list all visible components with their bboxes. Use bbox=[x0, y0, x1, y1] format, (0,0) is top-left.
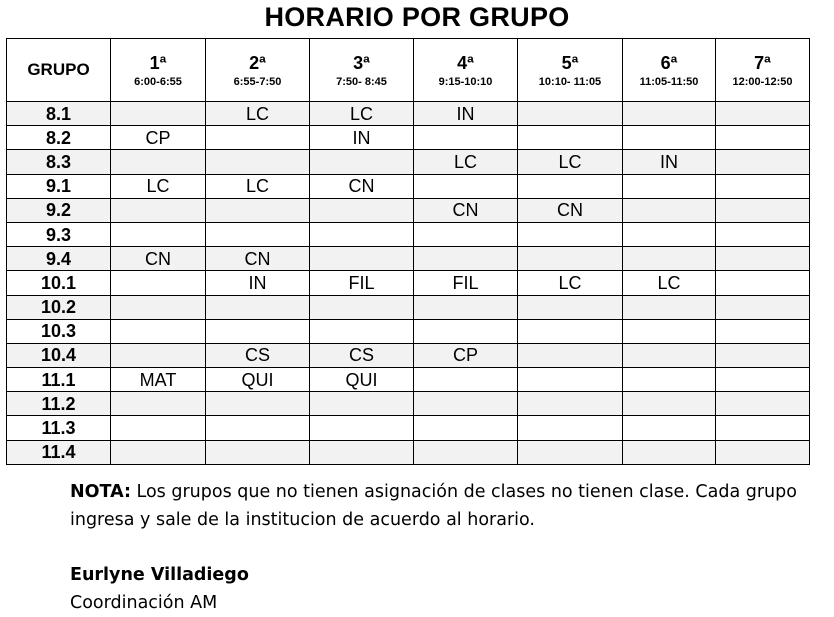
period-time: 6:00-6:55 bbox=[134, 76, 182, 88]
schedule-cell: CP bbox=[414, 343, 518, 367]
period-time: 10:10- 11:05 bbox=[538, 76, 602, 88]
table-row bbox=[7, 102, 810, 126]
schedule-cell bbox=[716, 319, 810, 343]
schedule-cell bbox=[111, 102, 206, 126]
schedule-cell bbox=[310, 295, 414, 319]
schedule-cell bbox=[414, 319, 518, 343]
schedule-cell bbox=[518, 295, 623, 319]
schedule-cell bbox=[623, 319, 716, 343]
schedule-cell bbox=[623, 416, 716, 440]
group-cell: 11.3 bbox=[7, 416, 111, 440]
schedule-cell bbox=[111, 271, 206, 295]
schedule-cell bbox=[716, 392, 810, 416]
period-time: 6:55-7:50 bbox=[233, 76, 282, 88]
schedule-cell: CN bbox=[310, 174, 414, 198]
period-number: 3ª bbox=[353, 53, 370, 73]
group-cell: 8.1 bbox=[7, 102, 111, 126]
schedule-cell bbox=[111, 392, 206, 416]
schedule-cell bbox=[310, 319, 414, 343]
schedule-cell bbox=[716, 247, 810, 271]
table-row bbox=[7, 126, 810, 150]
schedule-cell bbox=[206, 416, 310, 440]
schedule-cell bbox=[310, 440, 414, 464]
schedule-cell bbox=[518, 368, 623, 392]
schedule-cell bbox=[518, 343, 623, 367]
group-column-header: GRUPO bbox=[7, 39, 111, 102]
schedule-cell bbox=[716, 440, 810, 464]
schedule-cell bbox=[206, 440, 310, 464]
period-number: 5ª bbox=[561, 53, 579, 73]
table-row bbox=[7, 150, 810, 174]
schedule-cell bbox=[111, 416, 206, 440]
schedule-cell bbox=[518, 126, 623, 150]
schedule-cell bbox=[310, 222, 414, 246]
schedule-cell bbox=[518, 247, 623, 271]
schedule-cell bbox=[518, 416, 623, 440]
schedule-cell bbox=[716, 368, 810, 392]
period-time: 7:50- 8:45 bbox=[336, 76, 387, 88]
group-cell: 9.2 bbox=[7, 198, 111, 222]
group-cell: 9.4 bbox=[7, 247, 111, 271]
table-row bbox=[7, 222, 810, 246]
group-cell: 11.4 bbox=[7, 440, 111, 464]
schedule-cell bbox=[623, 126, 716, 150]
period-number: 6ª bbox=[660, 53, 678, 73]
period-header bbox=[310, 39, 414, 102]
schedule-cell: LC bbox=[206, 102, 310, 126]
schedule-cell bbox=[716, 102, 810, 126]
table-row bbox=[7, 343, 810, 367]
schedule-cell: CP bbox=[111, 126, 206, 150]
schedule-cell: LC bbox=[414, 150, 518, 174]
schedule-cell bbox=[206, 222, 310, 246]
schedule-cell bbox=[206, 319, 310, 343]
table-row bbox=[7, 198, 810, 222]
table-row bbox=[7, 271, 810, 295]
schedule-cell bbox=[310, 247, 414, 271]
note-label: NOTA: bbox=[70, 482, 131, 502]
header-row bbox=[7, 39, 810, 102]
schedule-cell: MAT bbox=[111, 368, 206, 392]
schedule-cell bbox=[111, 343, 206, 367]
signer-department: Coordinación AM bbox=[70, 593, 218, 613]
period-header bbox=[623, 39, 716, 102]
schedule-cell: IN bbox=[310, 126, 414, 150]
period-number: 4ª bbox=[457, 53, 474, 73]
schedule-cell bbox=[414, 174, 518, 198]
schedule-cell bbox=[111, 440, 206, 464]
schedule-cell bbox=[518, 222, 623, 246]
schedule-cell: LC bbox=[206, 174, 310, 198]
table-row bbox=[7, 416, 810, 440]
schedule-cell: FIL bbox=[414, 271, 518, 295]
schedule-cell bbox=[414, 368, 518, 392]
schedule-cell bbox=[206, 392, 310, 416]
schedule-cell bbox=[310, 150, 414, 174]
group-cell: 10.4 bbox=[7, 343, 111, 367]
schedule-cell: QUI bbox=[206, 368, 310, 392]
period-header bbox=[206, 39, 310, 102]
schedule-cell bbox=[414, 440, 518, 464]
schedule-cell bbox=[716, 198, 810, 222]
note-paragraph bbox=[70, 478, 810, 534]
schedule-cell bbox=[310, 392, 414, 416]
schedule-cell bbox=[716, 222, 810, 246]
schedule-cell: CN bbox=[414, 198, 518, 222]
schedule-cell bbox=[518, 392, 623, 416]
group-cell: 8.3 bbox=[7, 150, 111, 174]
schedule-cell bbox=[414, 295, 518, 319]
schedule-cell: CN bbox=[518, 198, 623, 222]
period-number: 7ª bbox=[754, 53, 771, 73]
schedule-cell: CN bbox=[206, 247, 310, 271]
schedule-cell bbox=[111, 150, 206, 174]
schedule-cell bbox=[414, 222, 518, 246]
period-header bbox=[518, 39, 623, 102]
note-text: Los grupos que no tienen asignación de clases no tienen clase. Cada grupo ingresa y sale de la institucion de acuerdo al horario. bbox=[70, 482, 797, 530]
schedule-cell bbox=[310, 416, 414, 440]
schedule-cell bbox=[206, 150, 310, 174]
schedule-cell: LC bbox=[623, 271, 716, 295]
schedule-cell bbox=[716, 416, 810, 440]
table-row bbox=[7, 295, 810, 319]
schedule-cell bbox=[518, 102, 623, 126]
schedule-cell bbox=[716, 343, 810, 367]
schedule-cell bbox=[716, 295, 810, 319]
period-time: 9:15-10:10 bbox=[438, 76, 493, 88]
schedule-cell bbox=[716, 271, 810, 295]
schedule-cell bbox=[111, 198, 206, 222]
group-cell: 10.1 bbox=[7, 271, 111, 295]
schedule-cell bbox=[623, 102, 716, 126]
group-cell: 11.2 bbox=[7, 392, 111, 416]
group-cell: 10.3 bbox=[7, 319, 111, 343]
table-row bbox=[7, 174, 810, 198]
schedule-cell bbox=[206, 198, 310, 222]
schedule-cell: LC bbox=[310, 102, 414, 126]
schedule-cell bbox=[623, 295, 716, 319]
schedule-cell bbox=[111, 295, 206, 319]
schedule-cell bbox=[623, 222, 716, 246]
schedule-cell: LC bbox=[518, 271, 623, 295]
period-header bbox=[716, 39, 810, 102]
group-cell: 9.3 bbox=[7, 222, 111, 246]
schedule-cell bbox=[414, 126, 518, 150]
table-row bbox=[7, 247, 810, 271]
period-header bbox=[414, 39, 518, 102]
period-time: 12:00-12:50 bbox=[732, 76, 793, 88]
signer-name: Eurlyne Villadiego bbox=[70, 565, 249, 585]
schedule-cell: CN bbox=[111, 247, 206, 271]
schedule-cell bbox=[623, 198, 716, 222]
table-row bbox=[7, 440, 810, 464]
schedule-cell bbox=[623, 343, 716, 367]
schedule-cell bbox=[310, 198, 414, 222]
schedule-cell: LC bbox=[518, 150, 623, 174]
schedule-cell: IN bbox=[414, 102, 518, 126]
schedule-cell bbox=[206, 295, 310, 319]
page-title: HORARIO POR GRUPO bbox=[264, 2, 570, 32]
group-cell: 8.2 bbox=[7, 126, 111, 150]
schedule-cell: LC bbox=[111, 174, 206, 198]
group-cell: 11.1 bbox=[7, 368, 111, 392]
schedule-cell bbox=[623, 247, 716, 271]
table-row bbox=[7, 368, 810, 392]
schedule-cell: CS bbox=[206, 343, 310, 367]
schedule-cell bbox=[518, 319, 623, 343]
schedule-cell bbox=[716, 126, 810, 150]
schedule-cell bbox=[414, 247, 518, 271]
group-cell: 10.2 bbox=[7, 295, 111, 319]
schedule-cell bbox=[518, 174, 623, 198]
schedule-cell bbox=[623, 174, 716, 198]
schedule-cell bbox=[716, 174, 810, 198]
schedule-cell bbox=[716, 150, 810, 174]
period-header bbox=[111, 39, 206, 102]
schedule-cell bbox=[414, 416, 518, 440]
schedule-cell: IN bbox=[206, 271, 310, 295]
table-row bbox=[7, 392, 810, 416]
table-row bbox=[7, 319, 810, 343]
period-number: 2ª bbox=[249, 53, 266, 73]
schedule-cell bbox=[623, 392, 716, 416]
period-time: 11:05-11:50 bbox=[639, 76, 699, 88]
schedule-cell: QUI bbox=[310, 368, 414, 392]
schedule-cell bbox=[111, 222, 206, 246]
schedule-cell bbox=[623, 440, 716, 464]
schedule-cell: FIL bbox=[310, 271, 414, 295]
schedule-cell bbox=[518, 440, 623, 464]
schedule-cell: IN bbox=[623, 150, 716, 174]
schedule-cell: CS bbox=[310, 343, 414, 367]
schedule-cell bbox=[111, 319, 206, 343]
schedule-cell bbox=[414, 392, 518, 416]
period-number: 1ª bbox=[149, 53, 167, 73]
group-cell: 9.1 bbox=[7, 174, 111, 198]
schedule-cell bbox=[623, 368, 716, 392]
schedule-table bbox=[6, 38, 810, 465]
schedule-cell bbox=[206, 126, 310, 150]
